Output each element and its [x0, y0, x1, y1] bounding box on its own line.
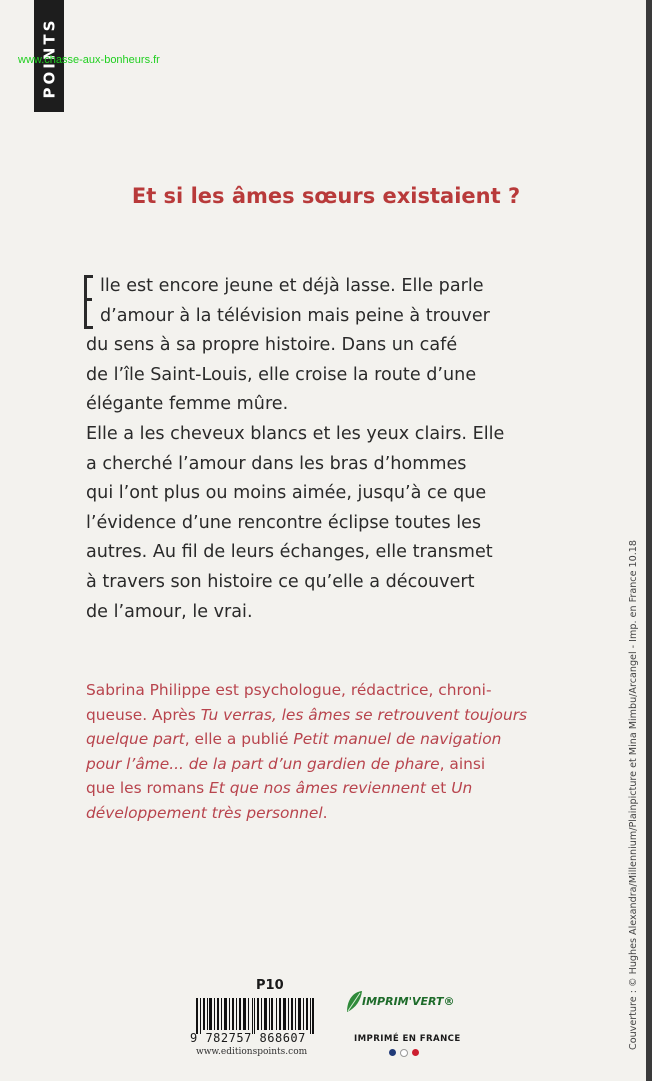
blurb-line: élégante femme mûre. — [86, 394, 289, 415]
bio-line: pour l’âme... de la part d’un gardien de phare, ainsi — [86, 754, 486, 773]
bio-line: quelque part, elle a publié Petit manuel de navigation — [86, 730, 502, 749]
flag-dot-blue — [389, 1049, 396, 1056]
watermark-url: www.chasse-aux-bonheurs.fr — [18, 54, 160, 66]
blurb-line: du sens à sa propre histoire. Dans un café — [86, 335, 458, 356]
bio-line: développement très personnel. — [86, 803, 328, 822]
cover-credit: Couverture : © Hughes Alexandra/Millennium/Plainpicture et Mina Mimbu/Arcangel - Imp. en France 10.18 — [628, 540, 639, 1050]
blurb-line: qui l’ont plus ou moins aimée, jusqu’à ce que — [86, 483, 487, 504]
blurb-line: lle est encore jeune et déjà lasse. Elle parle — [100, 276, 484, 296]
publisher-logo: POINTS — [40, 17, 59, 99]
blurb-line: de l’amour, le vrai. — [86, 601, 253, 622]
flag-dot-red — [412, 1049, 419, 1056]
leaf-icon — [345, 990, 363, 1014]
publisher-website: www.editionspoints.com — [196, 1047, 308, 1057]
price-code: P10 — [256, 978, 284, 993]
barcode — [196, 998, 314, 1034]
drop-cap-e — [84, 275, 93, 329]
blurb — [86, 272, 566, 627]
imprim-vert-logo: IMPRIM'VERT® — [362, 995, 455, 1008]
blurb-line: d’amour à la télévision mais peine à trouver — [100, 305, 490, 326]
bio-line: que les romans Et que nos âmes reviennent et Un — [86, 779, 473, 798]
book-edge — [646, 0, 652, 1081]
flag-dot-white — [400, 1049, 408, 1057]
blurb-line: l’évidence d’une rencontre éclipse toutes les — [86, 512, 482, 533]
blurb-line: a cherché l’amour dans les bras d’hommes — [86, 453, 467, 474]
blurb-line: de l’île Saint-Louis, elle croise la route d’une — [86, 364, 477, 385]
printed-in-france-label: IMPRIMÉ EN FRANCE — [354, 1034, 461, 1044]
french-flag-dots — [389, 1049, 419, 1057]
bio-line: Sabrina Philippe est psychologue, rédactrice, chroni- — [86, 681, 492, 699]
author-bio — [86, 678, 566, 826]
blurb-line: à travers son histoire ce qu’elle a découvert — [86, 571, 475, 592]
blurb-line: autres. Au fil de leurs échanges, elle transmet — [86, 542, 493, 563]
isbn-number: 9 782757 868607 — [190, 1031, 306, 1045]
blurb-line: Elle a les cheveux blancs et les yeux clairs. Elle — [86, 423, 505, 444]
tagline: Et si les âmes sœurs existaient ? — [131, 184, 521, 208]
bio-line: queuse. Après Tu verras, les âmes se retrouvent toujours — [86, 705, 528, 724]
